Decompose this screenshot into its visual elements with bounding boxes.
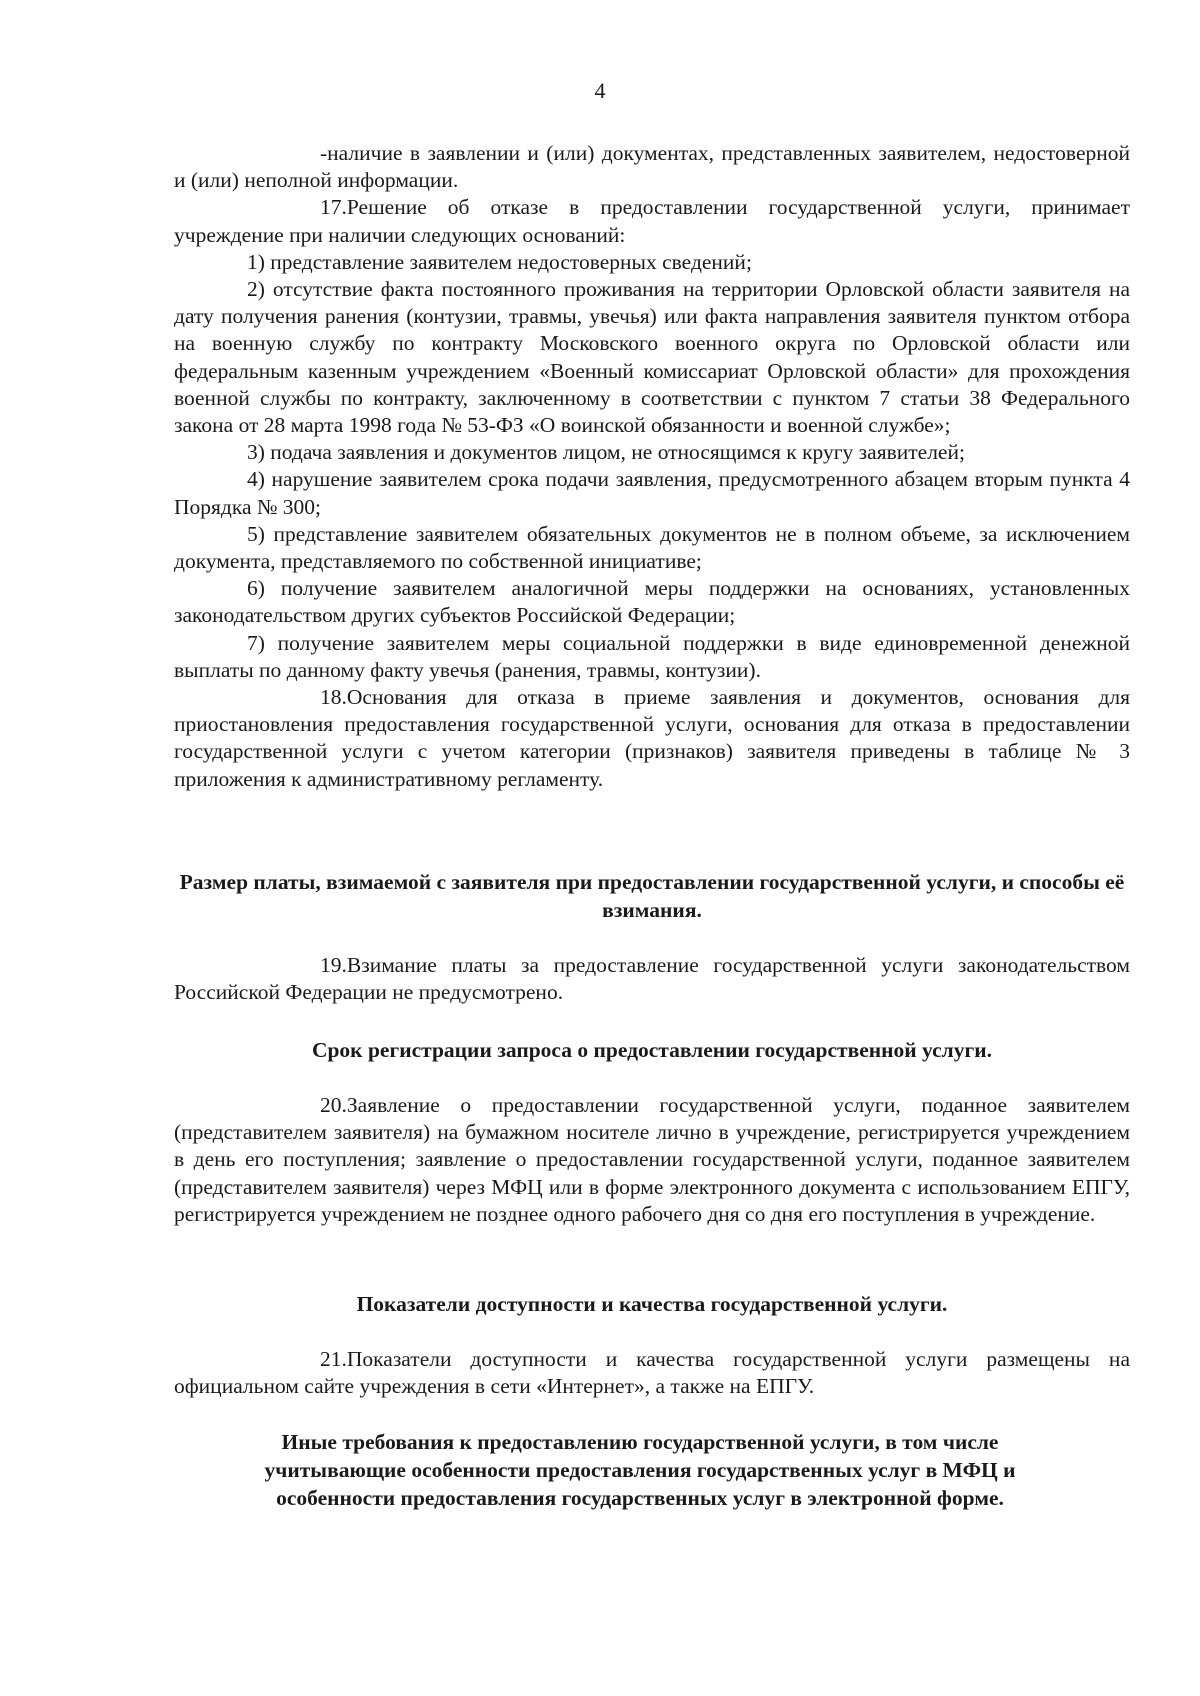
item-number: 17.: [320, 195, 347, 220]
list-item-4: [174, 466, 1130, 520]
paragraph-text: Основания для отказа в приеме заявления и документов, основания для приостановления предоставления государственной услуги, основания для отказа в предоставлении государственной услуги с учетом категории (признаков) заявителя приведены в таблице № 3 приложения к административному регламенту.: [174, 685, 1130, 791]
refusal-grounds-section: [174, 140, 1130, 793]
paragraph-text: Взимание платы за предоставление государственной услуги законодательством Российской Федерации не предусмотрено.: [174, 953, 1130, 1005]
section-heading-fee: Размер платы, взимаемой с заявителя при предоставлении государственной услуги, и способы её взимания.: [179, 870, 1125, 922]
paragraph-17: [174, 194, 1130, 248]
item-number: 20.: [320, 1093, 347, 1117]
paragraph-text: Показатели доступности и качества государственной услуги размещены на официальном сайте учреждения в сети «Интернет», а также на ЕПГУ.: [174, 1347, 1130, 1399]
section-heading-registration: Срок регистрации запроса о предоставлении государственной услуги.: [311, 1038, 993, 1062]
paragraph-text: 1) представление заявителем недостоверных сведений;: [247, 249, 752, 274]
list-item-1: [174, 249, 1130, 276]
list-item-3: [174, 439, 1130, 466]
list-item-6: [174, 575, 1130, 629]
paragraph-text: 6) получение заявителем аналогичной меры поддержки на основаниях, установленных законодательством других субъектов Российской Федерации;: [174, 576, 1130, 628]
paragraph-text: 3) подача заявления и документов лицом, не относящимся к кругу заявителей;: [247, 440, 965, 465]
item-number: 18.: [320, 685, 347, 710]
page-number: 4: [594, 78, 606, 103]
paragraph-text: 2) отсутствие факта постоянного проживания на территории Орловской области заявителя на дату получения ранения (контузии, травмы, увечья) или факта направления заявителя пунктом отбора на военную службу по контракту Московского военного округа по Орловской области или федеральным казенным учреждением «Военный комиссариат Орловской области» для прохождения военной службы по контракту, заключенному в соответствии с пунктом 7 статьи 38 Федерального закона от 28 марта 1998 года № 53-ФЗ «О воинской обязанности и военной службе»;: [174, 277, 1130, 438]
item-marker: -: [320, 141, 328, 165]
list-item-5: [174, 521, 1130, 575]
paragraph-18: [174, 684, 1130, 793]
paragraph-dash-item: [174, 140, 1130, 194]
paragraph-text: наличие в заявлении и (или) документах, представленных заявителем, недостоверной и (или) неполной информации.: [174, 141, 1130, 193]
registration-section: [174, 1092, 1130, 1228]
fee-section: [174, 952, 1130, 1006]
paragraph-text: Заявление о предоставлении государственной услуги, поданное заявителем (представителем заявителя) на бумажном носителе лично в учреждение, регистрируется учреждением в день его поступления; заявление о предоставлении государственной услуги, поданное заявителем (представителем заявителя) через МФЦ или в форме электронного документа с использованием ЕПГУ, регистрируется учреждением не позднее одного рабочего дня со дня его поступления в учреждение.: [174, 1093, 1130, 1226]
paragraph-20: [174, 1092, 1130, 1228]
quality-section: [174, 1346, 1130, 1400]
paragraph-19: [174, 952, 1130, 1006]
paragraph-text: 7) получение заявителем меры социальной поддержки в виде единовременной денежной выплаты по данному факту увечья (ранения, травмы, контузии).: [174, 630, 1130, 682]
paragraph-text: Решение об отказе в предоставлении государственной услуги, принимает учреждение при наличии следующих оснований:: [174, 195, 1130, 247]
list-item-2: [174, 276, 1130, 439]
paragraph-text: 5) представление заявителем обязательных документов не в полном объеме, за исключением документа, представляемого по собственной инициативе;: [174, 521, 1130, 574]
item-number: 21.: [320, 1347, 347, 1371]
section-heading-other-requirements: Иные требования к предоставлению государственной услуги, в том числе учитывающие особенности предоставления государственных услуг в МФЦ и особенности предоставления государственных услуг в электронной форме.: [264, 1430, 1016, 1510]
list-item-7: [174, 630, 1130, 684]
paragraph-text: 4) нарушение заявителем срока подачи заявления, предусмотренного абзацем вторым пункта 4 Порядка № 300;: [174, 467, 1130, 519]
paragraph-21: [174, 1346, 1130, 1400]
item-number: 19.: [320, 953, 347, 977]
section-heading-quality: Показатели доступности и качества государственной услуги.: [356, 1292, 948, 1316]
